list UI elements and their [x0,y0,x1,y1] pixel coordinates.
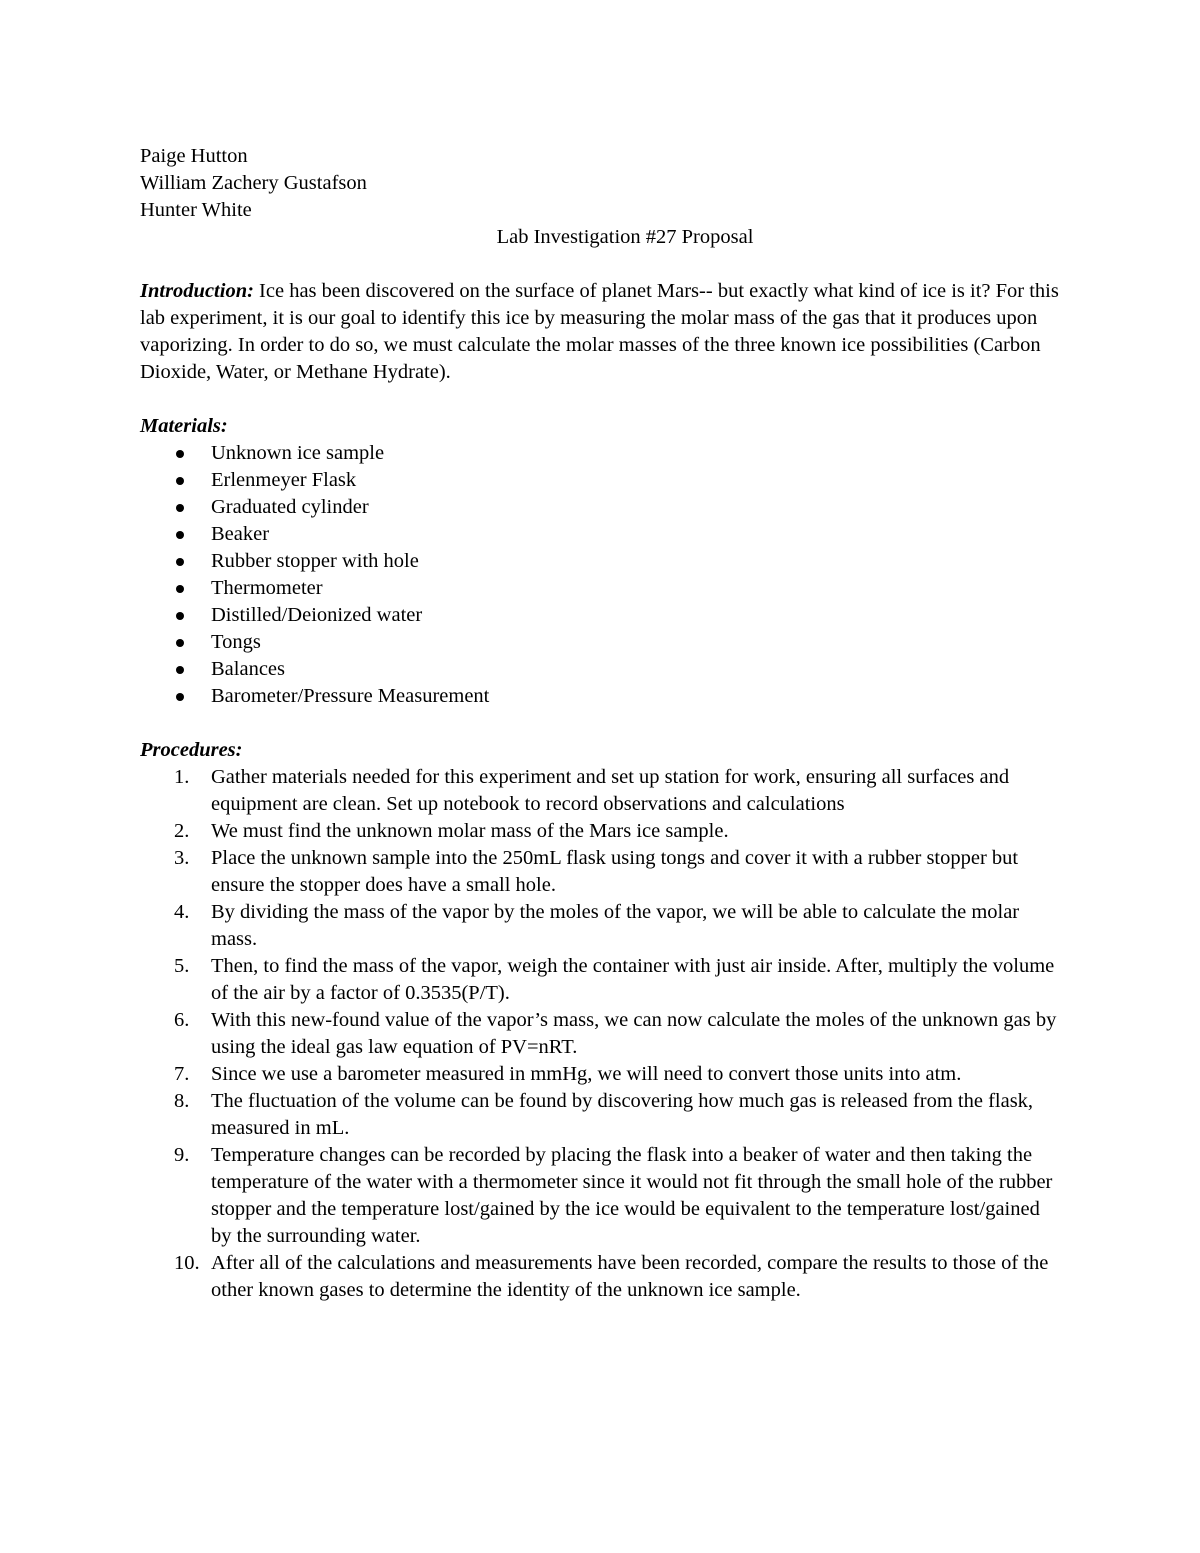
step-number: 4. [174,901,190,923]
list-item: Rubber stopper with hole [140,548,1065,575]
step-number: 7. [174,1063,190,1085]
list-item: Thermometer [140,575,1065,602]
document-page [140,143,1065,1304]
step-number: 5. [174,955,190,977]
procedure-step [140,1007,1065,1061]
introduction-paragraph [140,278,1065,386]
bullet-icon [176,477,184,485]
bullet-icon [176,612,184,620]
bullet-icon [176,666,184,674]
list-item: Erlenmeyer Flask [140,467,1065,494]
step-text: Place the unknown sample into the 250mL flask using tongs and cover it with a rubber stopper but ensure the stopper does have a small hole. [211,847,1019,896]
procedures-list [140,764,1065,1304]
document-title: Lab Investigation #27 Proposal [496,226,754,248]
list-item: Unknown ice sample [140,440,1065,467]
step-text: Since we use a barometer measured in mmHg, we will need to convert those units into atm. [211,1063,962,1085]
step-number: 10. [174,1252,200,1274]
step-text: Then, to find the mass of the vapor, weigh the container with just air inside. After, multiply the volume of the air by a factor of 0.3535(P/T). [211,955,1055,1004]
step-number: 3. [174,847,190,869]
bullet-icon [176,585,184,593]
introduction-text: Ice has been discovered on the surface of planet Mars-- but exactly what kind of ice is it? For this lab experiment, it is our goal to identify this ice by measuring the molar mass of the gas that it produces upon vaporizing. In order to do so, we must calculate the molar masses of the three known ice possibilities (Carbon Dioxide, Water, or Methane Hydrate). [140,280,1059,383]
bullet-icon [176,504,184,512]
list-item: Beaker [140,521,1065,548]
step-text: After all of the calculations and measurements have been recorded, compare the results to those of the other known gases to determine the identity of the unknown ice sample. [211,1252,1049,1301]
introduction-label: Introduction: [140,280,254,302]
step-text: We must find the unknown molar mass of the Mars ice sample. [211,820,729,842]
step-number: 6. [174,1009,190,1031]
procedure-step [140,1142,1065,1250]
procedure-step [140,899,1065,953]
step-number: 8. [174,1090,190,1112]
bullet-icon [176,693,184,701]
materials-heading: Materials: [140,415,228,437]
step-text: With this new-found value of the vapor’s mass, we can now calculate the moles of the unknown gas by using the ideal gas law equation of PV=nRT. [211,1009,1057,1058]
procedure-step [140,818,1065,845]
author-name: William Zachery Gustafson [140,172,367,194]
bullet-icon [176,558,184,566]
step-text: Gather materials needed for this experiment and set up station for work, ensuring all surfaces and equipment are clean. Set up notebook to record observations and calculations [211,766,1010,815]
step-number: 1. [174,766,190,788]
list-item: Distilled/Deionized water [140,602,1065,629]
step-text: The fluctuation of the volume can be found by discovering how much gas is released from the flask, measured in mL. [211,1090,1034,1139]
step-number: 9. [174,1144,190,1166]
bullet-icon [176,639,184,647]
list-item: Graduated cylinder [140,494,1065,521]
procedure-step [140,953,1065,1007]
bullet-icon [176,531,184,539]
list-item: Balances [140,656,1065,683]
step-text: Temperature changes can be recorded by placing the flask into a beaker of water and then taking the temperature of the water with a thermometer since it would not fit through the small hole of the rubber stopper and the temperature lost/gained by the ice would be equivalent to the temperature lost/gained by the surrounding water. [211,1144,1053,1247]
bullet-icon [176,450,184,458]
step-text: By dividing the mass of the vapor by the moles of the vapor, we will be able to calculate the molar mass. [211,901,1020,950]
procedure-step [140,1250,1065,1304]
list-item: Tongs [140,629,1065,656]
procedures-heading: Procedures: [140,739,243,761]
author-name: Paige Hutton [140,145,248,167]
list-item: Barometer/Pressure Measurement [140,683,1065,710]
procedure-step [140,845,1065,899]
procedure-step [140,1061,1065,1088]
step-number: 2. [174,820,190,842]
author-name: Hunter White [140,199,252,221]
procedure-step [140,1088,1065,1142]
materials-list [140,440,1065,710]
procedure-step [140,764,1065,818]
